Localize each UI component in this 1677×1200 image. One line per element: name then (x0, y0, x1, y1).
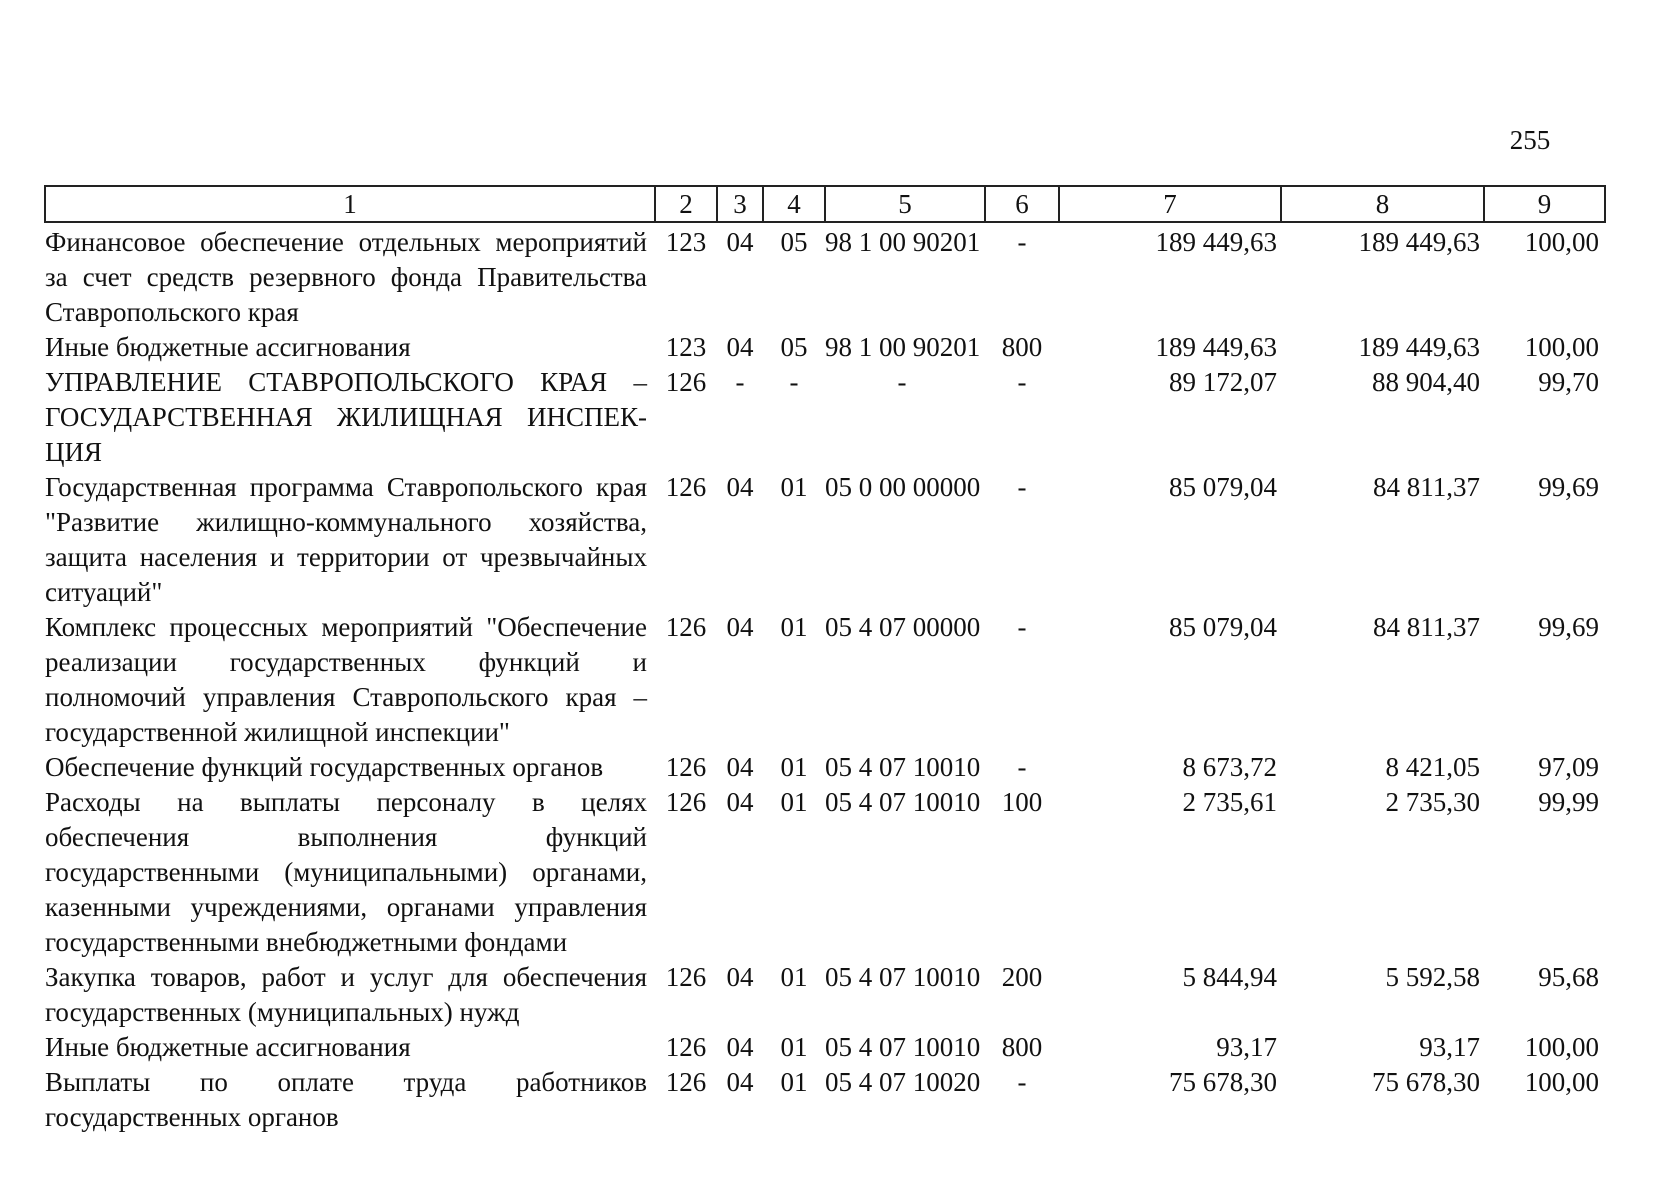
csr-code: 98 1 00 90201 (825, 227, 981, 257)
page-number: 255 (1509, 125, 1551, 155)
table-row (45, 222, 1605, 330)
vr-code: - (1017, 612, 1027, 642)
executed-amount: 5 592,58 (1385, 962, 1480, 992)
rz-code: 04 (726, 227, 754, 257)
execution-percent: 97,09 (1538, 752, 1599, 782)
table-body (45, 222, 1605, 1135)
csr-code: 05 4 07 10020 (825, 1067, 981, 1097)
pr-code: 01 (780, 472, 808, 502)
row-name: Закупка товаров, работ и услуг для обеспечения государственных (муниципальных) нужд (45, 962, 647, 1027)
row-name: Комплекс процессных мероприятий "Обеспечение реализации государственных функций и полномочий управления Ставропольского края – государственной жилищной инспекции" (45, 612, 647, 747)
row-name: Расходы на выплаты персоналу в целях обеспечения выполнения функций государственными (муниципальными) органами, казенными учреждениями, органами управления государственными внебюджетными фондами (45, 787, 647, 957)
vr-code: 200 (1001, 962, 1043, 992)
rz-code: 04 (726, 962, 754, 992)
executed-amount: 189 449,63 (1358, 332, 1480, 362)
header-row (45, 186, 1605, 222)
gr-code: 126 (665, 472, 707, 502)
planned-amount: 189 449,63 (1155, 227, 1277, 257)
header-col-8: 8 (1281, 186, 1484, 222)
executed-amount: 8 421,05 (1385, 752, 1480, 782)
budget-table (44, 185, 1606, 1135)
header-col-2: 2 (655, 186, 717, 222)
header-col-6: 6 (985, 186, 1059, 222)
gr-code: 126 (665, 787, 707, 817)
vr-code: - (1017, 227, 1027, 257)
vr-code: 800 (1001, 332, 1043, 362)
row-name: Выплаты по оплате труда работников государственных органов (45, 1067, 647, 1132)
execution-percent: 100,00 (1524, 227, 1599, 257)
table-row (45, 330, 1605, 365)
table-row (45, 1065, 1605, 1135)
row-name: Обеспечение функций государственных органов (45, 752, 604, 782)
gr-code: 126 (665, 612, 707, 642)
executed-amount: 75 678,30 (1372, 1067, 1480, 1097)
planned-amount: 189 449,63 (1155, 332, 1277, 362)
table-row (45, 960, 1605, 1030)
row-name: Иные бюджетные ассигнования (45, 1032, 411, 1062)
execution-percent: 99,70 (1538, 367, 1599, 397)
vr-code: - (1017, 367, 1027, 397)
execution-percent: 99,69 (1538, 612, 1599, 642)
executed-amount: 84 811,37 (1373, 472, 1480, 502)
table-row (45, 610, 1605, 750)
table-row (45, 365, 1605, 470)
gr-code: 123 (665, 227, 707, 257)
row-name: Иные бюджетные ассигнования (45, 332, 411, 362)
planned-amount: 85 079,04 (1169, 612, 1277, 642)
header-col-7: 7 (1059, 186, 1281, 222)
header-col-4: 4 (763, 186, 825, 222)
csr-code: 05 0 00 00000 (825, 472, 981, 502)
gr-code: 126 (665, 1067, 707, 1097)
table-row (45, 750, 1605, 785)
header-col-9: 9 (1484, 186, 1605, 222)
csr-code: 05 4 07 10010 (825, 787, 981, 817)
header-col-3: 3 (717, 186, 763, 222)
gr-code: 126 (665, 1032, 707, 1062)
planned-amount: 89 172,07 (1169, 367, 1277, 397)
csr-code: 05 4 07 10010 (825, 1032, 981, 1062)
execution-percent: 99,99 (1538, 787, 1599, 817)
executed-amount: 88 904,40 (1372, 367, 1480, 397)
header-col-5: 5 (825, 186, 985, 222)
csr-code: 05 4 07 00000 (825, 612, 981, 642)
execution-percent: 100,00 (1524, 1032, 1599, 1062)
planned-amount: 75 678,30 (1169, 1067, 1277, 1097)
pr-code: 01 (780, 612, 808, 642)
planned-amount: 2 735,61 (1182, 787, 1277, 817)
row-name: Финансовое обеспечение отдельных мероприятий за счет средств резервного фонда Правительства Ставропольского края (45, 227, 647, 327)
vr-code: 100 (1001, 787, 1043, 817)
pr-code: 01 (780, 752, 808, 782)
rz-code: 04 (726, 332, 754, 362)
row-name: Государственная программа Ставропольского края "Развитие жилищно-коммунального хозяйства, защита населения и территории от чрезвычайных ситуаций" (45, 472, 647, 607)
executed-amount: 93,17 (1419, 1032, 1480, 1062)
pr-code: 01 (780, 962, 808, 992)
csr-code: 05 4 07 10010 (825, 752, 981, 782)
rz-code: 04 (726, 1032, 754, 1062)
rz-code: 04 (726, 612, 754, 642)
vr-code: - (1017, 1067, 1027, 1097)
executed-amount: 84 811,37 (1373, 612, 1480, 642)
rz-code: - (735, 367, 745, 397)
gr-code: 126 (665, 752, 707, 782)
csr-code: 98 1 00 90201 (825, 332, 981, 362)
vr-code: - (1017, 472, 1027, 502)
planned-amount: 5 844,94 (1182, 962, 1277, 992)
executed-amount: 2 735,30 (1385, 787, 1480, 817)
execution-percent: 99,69 (1538, 472, 1599, 502)
rz-code: 04 (726, 787, 754, 817)
pr-code: 05 (780, 227, 808, 257)
gr-code: 123 (665, 332, 707, 362)
csr-code: 05 4 07 10010 (825, 962, 981, 992)
vr-code: 800 (1001, 1032, 1043, 1062)
row-name: УПРАВЛЕНИЕ СТАВРОПОЛЬСКОГО КРАЯ – ГОСУДАРСТВЕННАЯ ЖИЛИЩНАЯ ИНСПЕК-ЦИЯ (45, 367, 647, 467)
execution-percent: 100,00 (1524, 332, 1599, 362)
planned-amount: 8 673,72 (1182, 752, 1277, 782)
header-col-1: 1 (45, 186, 655, 222)
vr-code: - (1017, 752, 1027, 782)
planned-amount: 85 079,04 (1169, 472, 1277, 502)
rz-code: 04 (726, 752, 754, 782)
rz-code: 04 (726, 1067, 754, 1097)
execution-percent: 100,00 (1524, 1067, 1599, 1097)
gr-code: 126 (665, 962, 707, 992)
table-row (45, 1030, 1605, 1065)
pr-code: - (789, 367, 799, 397)
table-row (45, 470, 1605, 610)
csr-code: - (897, 367, 907, 397)
pr-code: 01 (780, 1032, 808, 1062)
gr-code: 126 (665, 367, 707, 397)
rz-code: 04 (726, 472, 754, 502)
executed-amount: 189 449,63 (1358, 227, 1480, 257)
execution-percent: 95,68 (1538, 962, 1599, 992)
planned-amount: 93,17 (1216, 1032, 1277, 1062)
table-row (45, 785, 1605, 960)
pr-code: 01 (780, 1067, 808, 1097)
pr-code: 05 (780, 332, 808, 362)
pr-code: 01 (780, 787, 808, 817)
